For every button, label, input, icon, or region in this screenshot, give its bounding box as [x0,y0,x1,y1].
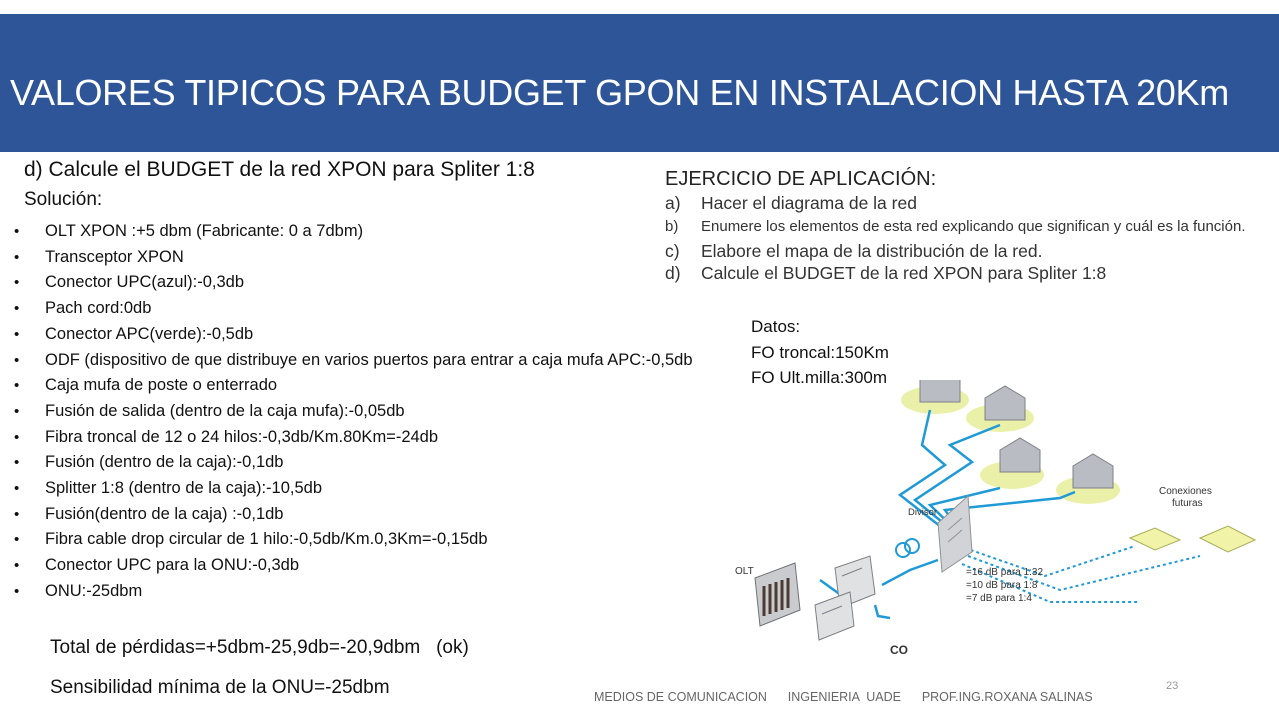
exercise-item [665,216,1265,238]
exercise-marker: a) [665,193,681,213]
list-item: • ODF (dispositivo de que distribuye en varios puertos para entrar a caja mufa APC:-0,5db [0,348,705,374]
list-item: • ONU:-25dbm [0,579,705,605]
list-item: • Caja mufa de poste o enterrado [0,373,705,399]
exercise-item [665,262,1265,284]
exercise-marker: c) [665,241,680,261]
olt-rack-icon [755,563,800,626]
loss-label-1-4: =7 dB para 1:4 [966,593,1032,604]
co-rack-icons [815,556,875,640]
divisor-icon [938,496,972,572]
question-subtitle: d) Calcule el BUDGET de la red XPON para Spliter 1:8 [24,158,535,181]
loss-label-1-8: =10 dB para 1:8 [966,580,1038,591]
houses [920,380,1113,488]
list-item: • Pach cord:0db [0,296,705,322]
list-item: • OLT XPON :+5 dbm (Fabricante: 0 a 7dbm) [0,219,705,245]
list-item: • Conector APC(verde):-0,5db [0,322,705,348]
total-losses: Total de pérdidas=+5dbm-25,9db=-20,9dbm (ok) [50,637,469,658]
list-item: • Conector UPC para la ONU:-0,3db [0,553,705,579]
list-item: • Fibra troncal de 12 o 24 hilos:-0,3db/Km.80Km=-24db [0,425,705,451]
exercise-text: Calcule el BUDGET de la red XPON para Spliter 1:8 [701,263,1107,283]
title-banner [0,14,1279,152]
list-item: • Fusión de salida (dentro de la caja mufa):-0,05db [0,399,705,425]
exercise-item [665,240,1265,262]
footer-text: MEDIOS DE COMUNICACION INGENIERIA UADE PROF.ING.ROXANA SALINAS [594,690,1093,704]
list-item: • Conector UPC(azul):-0,3db [0,270,705,296]
exercise-title: EJERCICIO DE APLICACIÓN: [665,168,937,190]
olt-label: OLT [735,566,754,577]
fo-ult-milla: FO Ult.milla:300m [751,368,888,387]
exercise-list [665,192,1265,284]
list-item: • Fusión(dentro de la caja) :-0,1db [0,502,705,528]
future-connections-label-line1: Conexiones [1159,486,1212,497]
loss-label-1-32: =16 dB para 1:32 [966,567,1044,578]
slide-title: VALORES TIPICOS PARA BUDGET GPON EN INSTALACION HASTA 20Km [10,72,1229,113]
exercise-marker: d) [665,263,681,283]
onu-sensitivity: Sensibilidad mínima de la ONU=-25dbm [50,677,390,698]
list-item: • Transceptor XPON [0,245,705,271]
datos-label: Datos: [751,317,801,336]
future-connections-label-line2: futuras [1172,498,1203,509]
exercise-marker: b) [665,218,679,235]
solution-label: Solución: [24,189,103,210]
page-number: 23 [1166,680,1179,692]
co-label: CO [890,643,908,657]
future-connection-tiles [1130,526,1255,552]
list-item: • Fusión (dentro de la caja):-0,1db [0,450,705,476]
list-item: • Splitter 1:8 (dentro de la caja):-10,5db [0,476,705,502]
exercise-text: Elabore el mapa de la distribución de la red. [701,241,1043,261]
exercise-text: Hacer el diagrama de la red [701,193,917,213]
exercise-item [665,192,1265,214]
budget-items-list [0,219,705,605]
gpon-network-diagram [700,380,1270,670]
exercise-text: Enumere los elementos de esta red explicando que significan y cuál es la función. [701,218,1246,235]
fiber-coil-icon [896,539,919,557]
divisor-label: Divisor [908,507,938,518]
list-item: • Fibra cable drop circular de 1 hilo:-0,5db/Km.0,3Km=-0,15db [0,527,705,553]
fo-troncal: FO troncal:150Km [751,342,889,362]
